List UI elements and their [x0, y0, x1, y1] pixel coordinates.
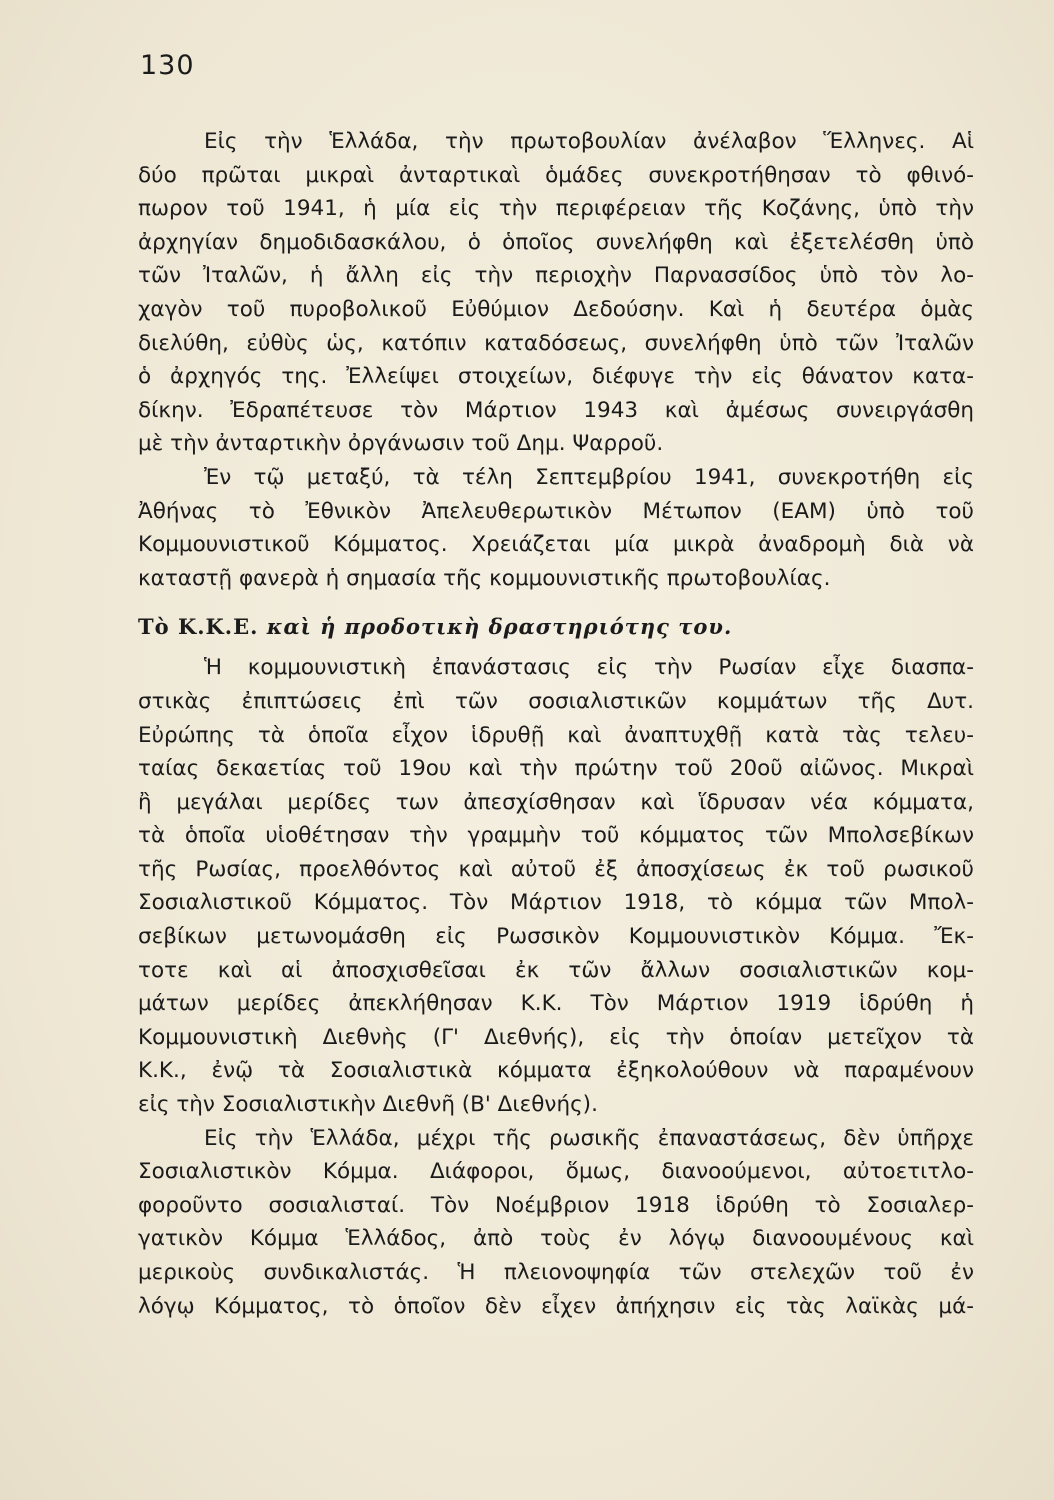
text-line: χαγὸν τοῦ πυροβολικοῦ Εὐθύμιον Δεδούσην. Καὶ ἡ δευτέρα ὁμὰς — [138, 296, 974, 322]
text-line: Ἐν τῷ μεταξύ, τὰ τέλη Σεπτεμβρίου 1941, συνεκροτήθη εἰς — [204, 464, 974, 490]
text-line: μάτων μερίδες ἀπεκλήθησαν Κ.Κ. Τὸν Μάρτιον 1919 ἱδρύθη ἡ — [138, 991, 974, 1017]
text-line: καταστῇ φανερὰ ἡ σημασία τῆς κομμουνιστικῆς πρωτοβουλίας. — [138, 565, 831, 591]
text-line: Εἰς τὴν Ἑλλάδα, τὴν πρωτοβουλίαν ἀνέλαβον Ἕλληνες. Αἱ — [204, 129, 974, 154]
paragraph-3 — [138, 651, 974, 1121]
text-line: τὰ ὁποῖα υἱοθέτησαν τὴν γραμμὴν τοῦ κόμματος τῶν Μπολσεβίκων — [138, 823, 974, 849]
text-line: τῆς Ρωσίας, προελθόντος καὶ αὐτοῦ ἐξ ἀποσχίσεως ἐκ τοῦ ρωσικοῦ — [138, 856, 974, 882]
paragraph-1 — [138, 125, 974, 461]
page-number: 130 — [140, 50, 195, 81]
text-line: διελύθη, εὐθὺς ὡς, κατόπιν καταδόσεως, συνελήφθη ὑπὸ τῶν Ἰταλῶν — [138, 330, 974, 356]
text-line: ὁ ἀρχηγός της. Ἐλλείψει στοιχείων, διέφυγε τὴν εἰς θάνατον κατα- — [138, 364, 974, 390]
text-line: πωρον τοῦ 1941, ἡ μία εἰς τὴν περιφέρειαν τῆς Κοζάνης, ὑπὸ τὴν — [138, 196, 974, 222]
text-line: Κ.Κ., ἐνῷ τὰ Σοσιαλιστικὰ κόμματα ἐξηκολούθουν νὰ παραμένουν — [138, 1058, 974, 1084]
text-line: εἰς τὴν Σοσιαλιστικὴν Διεθνῆ (Β' Διεθνής). — [138, 1092, 598, 1118]
text-line: τῶν Ἰταλῶν, ἡ ἄλλη εἰς τὴν περιοχὴν Παρνασσίδος ὑπὸ τὸν λο- — [138, 263, 974, 289]
text-line: στικὰς ἐπιπτώσεις ἐπὶ τῶν σοσιαλιστικῶν κομμάτων τῆς Δυτ. — [138, 688, 974, 714]
text-line: δύο πρῶται μικραὶ ἀνταρτικαὶ ὁμάδες συνεκροτήθησαν τὸ φθινό- — [138, 162, 974, 188]
text-line: γατικὸν Κόμμα Ἑλλάδος, ἀπὸ τοὺς ἐν λόγῳ διανοουμένους καὶ — [138, 1226, 974, 1252]
text-line: Σοσιαλιστικοῦ Κόμματος. Τὸν Μάρτιον 1918, τὸ κόμμα τῶν Μπολ- — [138, 890, 974, 916]
heading-abbreviation: Τὸ Κ.Κ.Ε. — [138, 614, 259, 640]
text-line: Ἡ κομμουνιστικὴ ἐπανάστασις εἰς τὴν Ρωσίαν εἶχε διασπα- — [204, 655, 974, 681]
text-line: Κομμουνιστικοῦ Κόμματος. Χρειάζεται μία μικρὰ ἀναδρομὴ διὰ νὰ — [138, 532, 974, 558]
text-line: φοροῦντο σοσιαλισταί. Τὸν Νοέμβριον 1918 ἱδρύθη τὸ Σοσιαλερ- — [138, 1192, 974, 1218]
text-line: Εἰς τὴν Ἑλλάδα, μέχρι τῆς ρωσικῆς ἐπαναστάσεως, δὲν ὑπῆρχε — [204, 1125, 974, 1151]
text-line: ἀρχηγίαν δημοδιδασκάλου, ὁ ὁποῖος συνελήφθη καὶ ἐξετελέσθη ὑπὸ — [138, 229, 974, 255]
text-line: μερικοὺς συνδικαλιστάς. Ἡ πλειονοψηφία τῶν στελεχῶν τοῦ ἐν — [138, 1260, 974, 1285]
text-line: μὲ τὴν ἀνταρτικὴν ὀργάνωσιν τοῦ Δημ. Ψαρροῦ. — [138, 431, 664, 457]
paragraph-4 — [138, 1122, 974, 1324]
text-line: Ἀθήνας τὸ Ἐθνικὸν Ἀπελευθερωτικὸν Μέτωπον (ΕΑΜ) ὑπὸ τοῦ — [138, 498, 974, 524]
paragraph-2 — [138, 461, 974, 595]
text-line: ἢ μεγάλαι μερίδες των ἀπεσχίσθησαν καὶ ἵδρυσαν νέα κόμματα, — [138, 789, 974, 815]
page-body — [138, 125, 974, 1323]
text-line: Σοσιαλιστικὸν Κόμμα. Διάφοροι, ὅμως, διανοούμενοι, αὐτοετιτλο- — [138, 1159, 974, 1185]
text-line: σεβίκων μετωνομάσθη εἰς Ρωσσικὸν Κομμουνιστικὸν Κόμμα. Ἔκ- — [138, 924, 974, 950]
text-line: Κομμουνιστικὴ Διεθνὴς (Γ' Διεθνής), εἰς τὴν ὁποίαν μετεῖχον τὰ — [138, 1024, 974, 1050]
text-line: δίκην. Ἐδραπέτευσε τὸν Μάρτιον 1943 καὶ ἀμέσως συνειργάσθη — [138, 397, 974, 423]
section-heading — [138, 603, 974, 651]
text-line: Εὐρώπης τὰ ὁποῖα εἶχον ἱδρυθῇ καὶ ἀναπτυχθῇ κατὰ τὰς τελευ- — [138, 722, 974, 748]
text-line: λόγῳ Κόμματος, τὸ ὁποῖον δὲν εἶχεν ἀπήχησιν εἰς τὰς λαϊκὰς μά- — [138, 1293, 974, 1319]
heading-text: καὶ ἡ προδοτικὴ δραστηριότης του. — [266, 614, 733, 640]
text-line: τοτε καὶ αἱ ἀποσχισθεῖσαι ἐκ τῶν ἄλλων σοσιαλιστικῶν κομ- — [138, 957, 974, 983]
text-line: ταίας δεκαετίας τοῦ 19ου καὶ τὴν πρώτην τοῦ 20οῦ αἰῶνος. Μικραὶ — [138, 756, 974, 782]
